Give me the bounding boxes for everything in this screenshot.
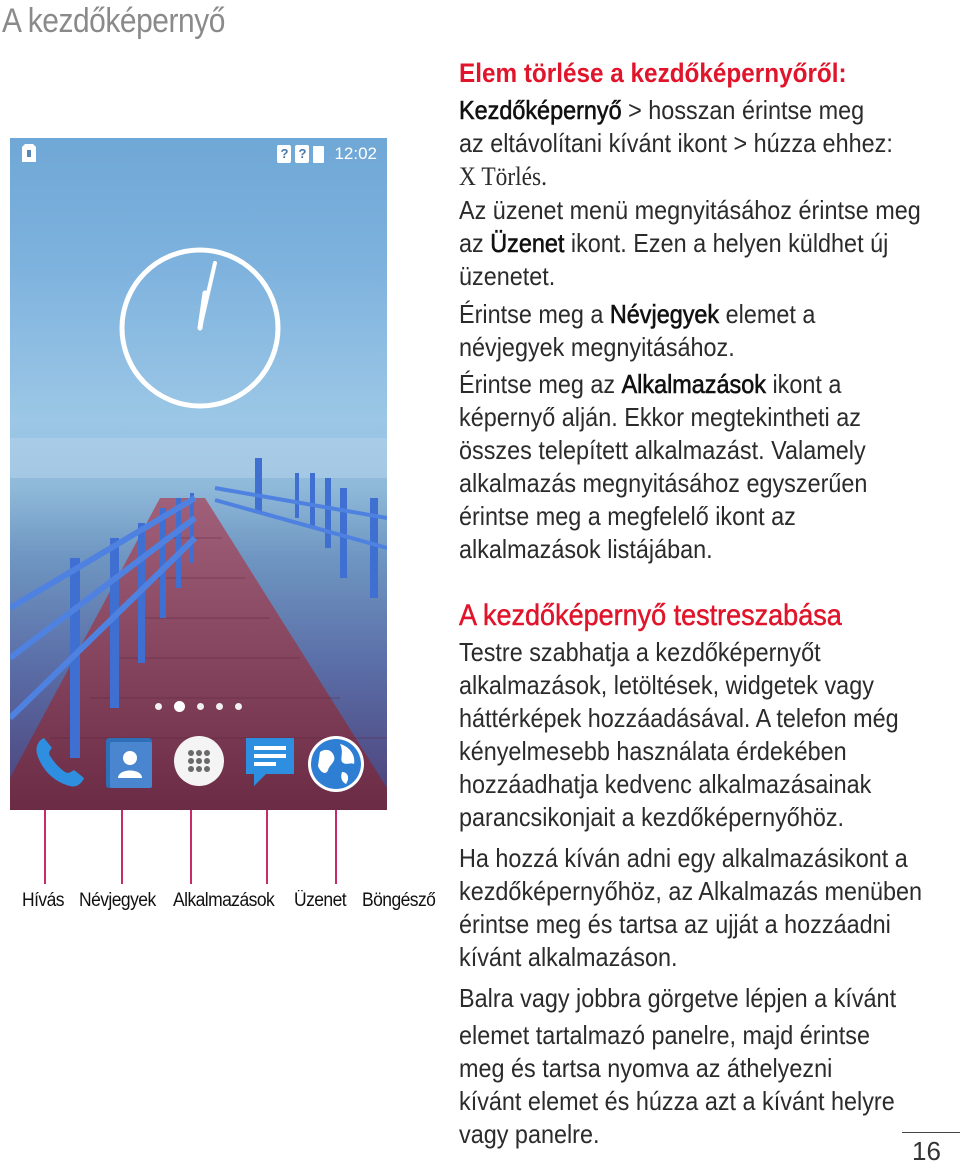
page-number-rule (902, 1132, 960, 1133)
contacts-icon[interactable] (102, 734, 158, 797)
page-title: A kezdőképernyő (2, 2, 225, 40)
text-line: hozzáadhatja kedvenc alkalmazásainak (459, 769, 872, 799)
text-line: parancsikonjait a kezdőképernyőhöz. (459, 802, 845, 832)
text-line: névjegyek megnyitásához. (459, 332, 735, 362)
text-line: kezdőképernyőhöz, az Alkalmazás menüben (459, 876, 923, 906)
page-dot (197, 703, 204, 710)
page-dot (216, 703, 223, 710)
question-icon: ? (277, 145, 291, 163)
text-line: az Üzenet ikont. Ezen a helyen küldhet új (459, 228, 889, 258)
text-line: Ha hozzá kíván adni egy alkalmazásikont a (459, 843, 908, 873)
label-contacts: Névjegyek (78, 890, 156, 911)
paragraph-move-icon (459, 982, 960, 1151)
label-message: Üzenet (293, 890, 346, 911)
text-line: Testre szabhatja a kezdőképernyőt (459, 637, 821, 667)
page-number: 16 (912, 1136, 941, 1166)
pointer-line-message (266, 810, 268, 884)
question-icon: ? (295, 145, 309, 163)
globe-icon[interactable] (306, 734, 366, 799)
text-line: Érintse meg az Alkalmazások ikont a (459, 369, 842, 399)
text-line: üzenetet. (459, 261, 556, 291)
label-browser: Böngésző (361, 890, 435, 911)
text-line: Balra vagy jobbra görgetve lépjen a kívánt (459, 983, 897, 1013)
text-line: háttérképek hozzáadásával. A telefon még (459, 703, 899, 733)
section-customize (459, 598, 960, 634)
pointer-line-call (44, 810, 46, 884)
paragraph-customize (459, 636, 960, 834)
text-line: képernyő alján. Ekkor megtekintheti az (459, 402, 861, 432)
pointer-line-apps (190, 810, 192, 884)
page-dot (155, 703, 162, 710)
text-line: kívánt alkalmazáson. (459, 942, 678, 972)
page-indicator (10, 698, 387, 716)
page-dot-active (174, 701, 185, 712)
section-heading-delete: Elem törlése a kezdőképernyőről: (459, 58, 847, 88)
paragraph-contacts (459, 298, 960, 364)
clock-widget-icon[interactable] (115, 243, 285, 413)
paragraph-apps (459, 368, 960, 566)
text-line: kívánt elemet és húzza azt a kívánt helyre (459, 1086, 895, 1116)
section-delete (459, 56, 960, 90)
text-line: érintse meg és tartsa az ujját a hozzáadni (459, 909, 891, 939)
sd-card-icon (22, 144, 36, 167)
pointer-line-browser (335, 810, 337, 884)
text-line: Érintse meg a Névjegyek elemet a (459, 299, 816, 329)
apps-grid-icon[interactable] (172, 734, 226, 793)
phone-icon[interactable] (30, 734, 88, 797)
text-line: elemet tartalmazó panelre, majd érintse (459, 1020, 871, 1050)
paragraph-message (459, 194, 960, 293)
label-call: Hívás (22, 890, 64, 911)
text-line: érintse meg a megfelelő ikont az (459, 501, 796, 531)
text-line: alkalmazások listájában. (459, 534, 713, 564)
text-line: Az üzenet menü megnyitásához érintse meg (459, 195, 921, 225)
status-bar (10, 138, 387, 170)
text-line: az eltávolítani kívánt ikont > húzza ehhez: (459, 128, 893, 158)
paragraph-add-icon (459, 842, 960, 974)
text-line: Kezdőképernyő > hosszan érintse meg (459, 95, 865, 125)
text-line: meg és tartsa nyomva az áthelyezni (459, 1053, 833, 1083)
text-line: alkalmazás megnyitásához egyszerűen (459, 468, 868, 498)
text-line: kényelmesebb használata érdekében (459, 736, 847, 766)
text-line: X Törlés. (459, 162, 547, 191)
text-line: alkalmazások, letöltések, widgetek vagy (459, 670, 874, 700)
dock (10, 734, 387, 794)
status-time: 12:02 (334, 144, 377, 163)
page-dot (235, 703, 242, 710)
battery-icon (313, 146, 324, 163)
phone-screenshot (10, 138, 387, 810)
dock-labels (22, 890, 452, 912)
section-heading-customize: A kezdőképernyő testreszabása (459, 599, 842, 632)
pointer-line-contacts (121, 810, 123, 884)
paragraph-delete-steps (459, 94, 960, 193)
label-apps: Alkalmazások (172, 890, 275, 911)
messaging-icon[interactable] (242, 734, 298, 797)
text-line: vagy panelre. (459, 1119, 600, 1149)
text-line: összes telepített alkalmazást. Valamely (459, 435, 866, 465)
